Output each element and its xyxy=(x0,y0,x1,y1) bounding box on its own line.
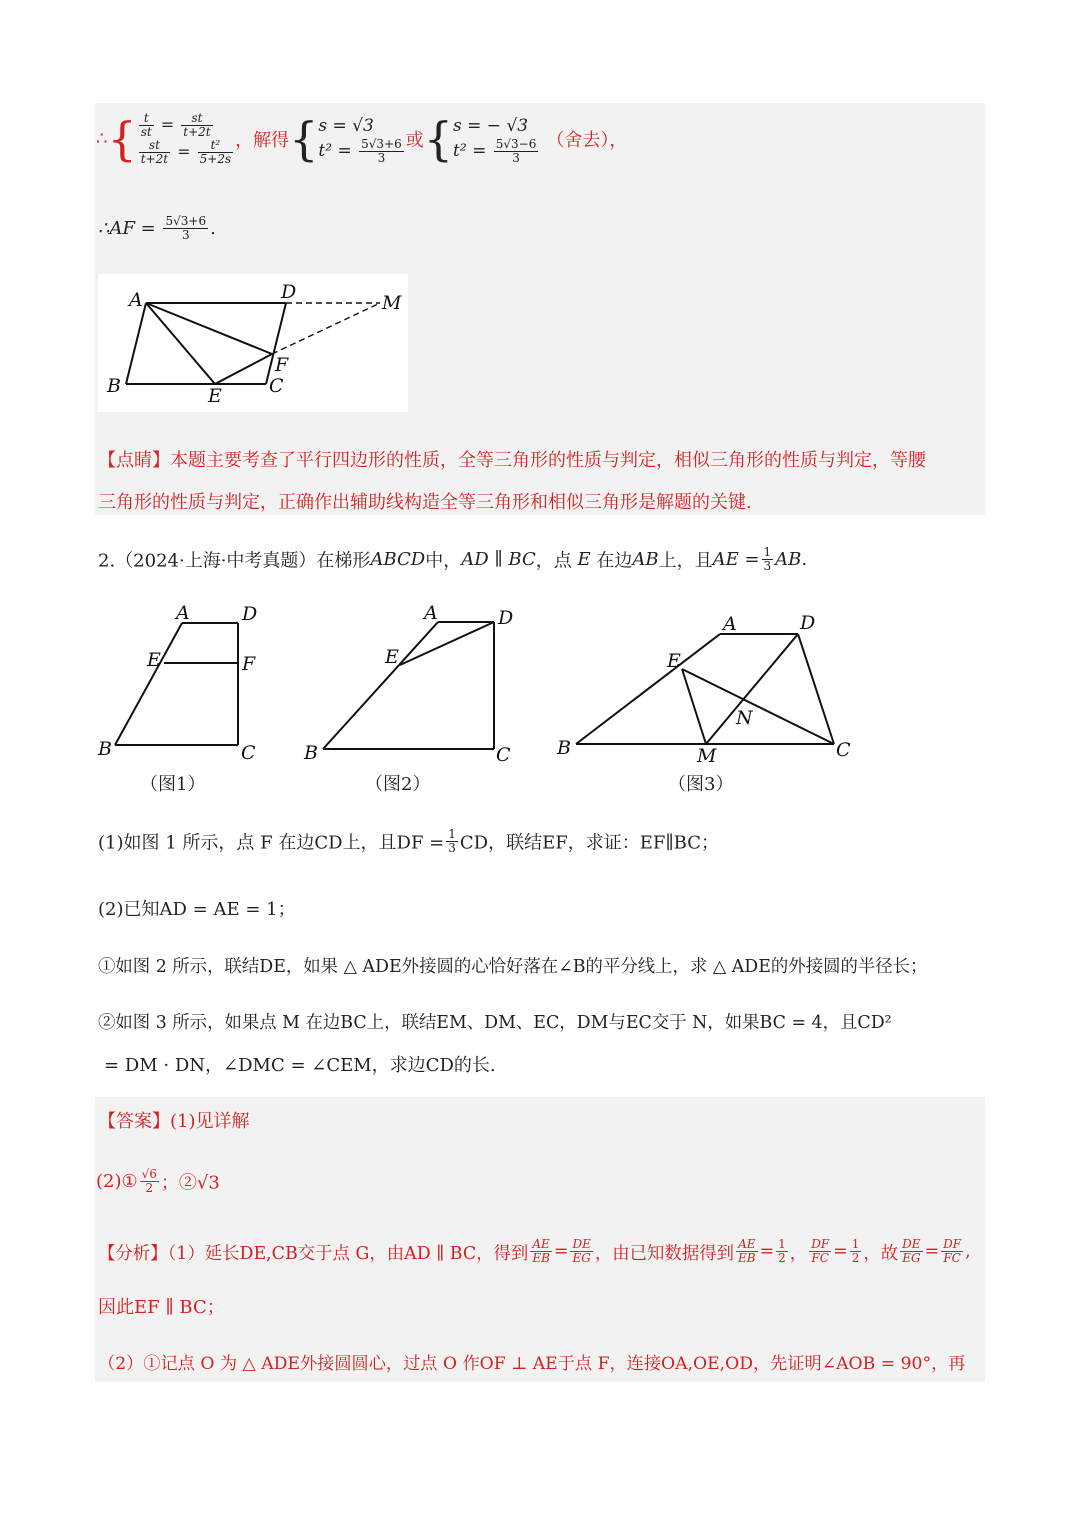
fig1-label-B: B xyxy=(98,738,112,760)
question-2-1: ①如图 2 所示，联结DE，如果 △ ADE外接圆的心恰好落在∠B的平分线上，求 △ ADE的外接圆的半径长； xyxy=(98,957,928,977)
solution-2: s = − √3 t² = $\frac{5√3-6}{3}$ xyxy=(453,115,537,165)
label-B: B xyxy=(107,375,121,397)
brace-2: { xyxy=(289,112,319,166)
brace-3: { xyxy=(423,112,454,166)
label-C: C xyxy=(269,375,284,397)
trapezoid-figures xyxy=(90,598,880,803)
fig3-label-D: D xyxy=(800,612,816,634)
discard-note: （舍去）， xyxy=(546,130,628,151)
answer-line-1: 【答案】(1)见详解 xyxy=(98,1111,250,1132)
fig2-caption: （图2） xyxy=(365,774,431,795)
problem-stem: 2.（2024·上海·中考真题）在梯形ABCD中，AD ∥ BC，点 E 在边AB上，且AE = $\frac{1}{3}$ AB. xyxy=(98,545,808,573)
question-2-2-line1: ②如图 3 所示，如果点 M 在边BC上，联结EM、DM、EC，DM与EC交于 N，如果BC = 4，且CD² xyxy=(98,1013,892,1033)
label-F: F xyxy=(275,354,289,376)
left-brace: { xyxy=(107,112,137,166)
comment-label: 【点睛】 xyxy=(98,450,170,471)
or-word: 或 xyxy=(405,130,424,151)
af-result: ∴AF = $\frac{5√3+6}{3}$ . xyxy=(98,214,216,242)
equation-system-line xyxy=(96,112,627,166)
fig1-label-D: D xyxy=(242,603,258,625)
analysis-line-1: 【分析】（1）延长DE,CB交于点 G，由AD ∥ BC，得到 $\frac{AE}{EB}$ = $\frac{DE}{EG}$ ，由已知数据得到 $\frac{AE}{EB}$ = $\frac{1}{2}$ ， $\frac{DF}{FC}$ = $\frac{1}{2}$ ，故 $\frac{DE}{EG}$ = $\frac{DF}{FC}$ , xyxy=(98,1237,971,1265)
fig2-label-A: A xyxy=(424,602,438,624)
answer-label: 【答案】 xyxy=(98,1111,170,1132)
question-2: (2)已知AD = AE = 1； xyxy=(98,899,296,920)
fig1-caption: （图1） xyxy=(140,774,206,795)
fig2-label-E: E xyxy=(385,646,399,668)
fig1-label-C: C xyxy=(241,742,256,764)
analysis-line-2: 因此EF ∥ BC； xyxy=(98,1297,225,1318)
fig1-label-E: E xyxy=(147,649,161,671)
comment: 【点睛】本题主要考查了平行四边形的性质，全等三角形的性质与判定，相似三角形的性质与判定，等腰 三角形的性质与判定，正确作出辅助线构造全等三角形和相似三角形是解题的关键. xyxy=(98,450,926,513)
analysis-line-3: （2）①记点 O 为 △ ADE外接圆圆心，过点 O 作OF ⊥ AE于点 F，连接OA,OE,OD，先证明∠AOB = 90°，再 xyxy=(98,1354,966,1374)
fig1-label-A: A xyxy=(176,602,190,624)
label-A: A xyxy=(129,289,143,311)
question-2-2-line2: = DM · DN，∠DMC = ∠CEM，求边CD的长. xyxy=(104,1055,496,1076)
fig2-label-B: B xyxy=(304,742,318,764)
fig3-label-A: A xyxy=(723,613,737,635)
solve-word: ，解得 xyxy=(235,130,290,151)
label-E: E xyxy=(208,385,222,407)
fig1-label-F: F xyxy=(242,653,256,675)
therefore-symbol: ∴ xyxy=(96,128,108,150)
fig3-label-C: C xyxy=(836,739,851,761)
label-D: D xyxy=(281,281,297,303)
question-1: (1)如图 1 所示，点 F 在边CD上，且DF = $\frac{1}{3}$ CD，联结EF，求证：EF∥BC； xyxy=(98,827,720,855)
solution-1: s = √3 t² = $\frac{5√3+6}{3}$ xyxy=(318,115,402,165)
fig2-label-C: C xyxy=(496,744,511,766)
analysis-label: 【分析】 xyxy=(98,1244,168,1264)
fig3-caption: （图3） xyxy=(668,774,734,795)
fig2-label-D: D xyxy=(498,607,514,629)
label-M: M xyxy=(382,292,402,314)
system-left: $\frac{t}{st}$ = $\frac{st}{t+2t}$ $\frac{st}{t+2t}$ = $\frac{\text{t²}}{5+2s}$ xyxy=(140,111,232,166)
answer-line-2: (2)① $\frac{√6}{2}$ ；②√3 xyxy=(96,1167,220,1195)
fig3-label-E: E xyxy=(667,650,681,672)
fig3-label-B: B xyxy=(557,737,571,759)
parallelogram-figure xyxy=(98,274,408,412)
fig3-label-M: M xyxy=(697,745,717,767)
fig3-label-N: N xyxy=(736,707,753,729)
